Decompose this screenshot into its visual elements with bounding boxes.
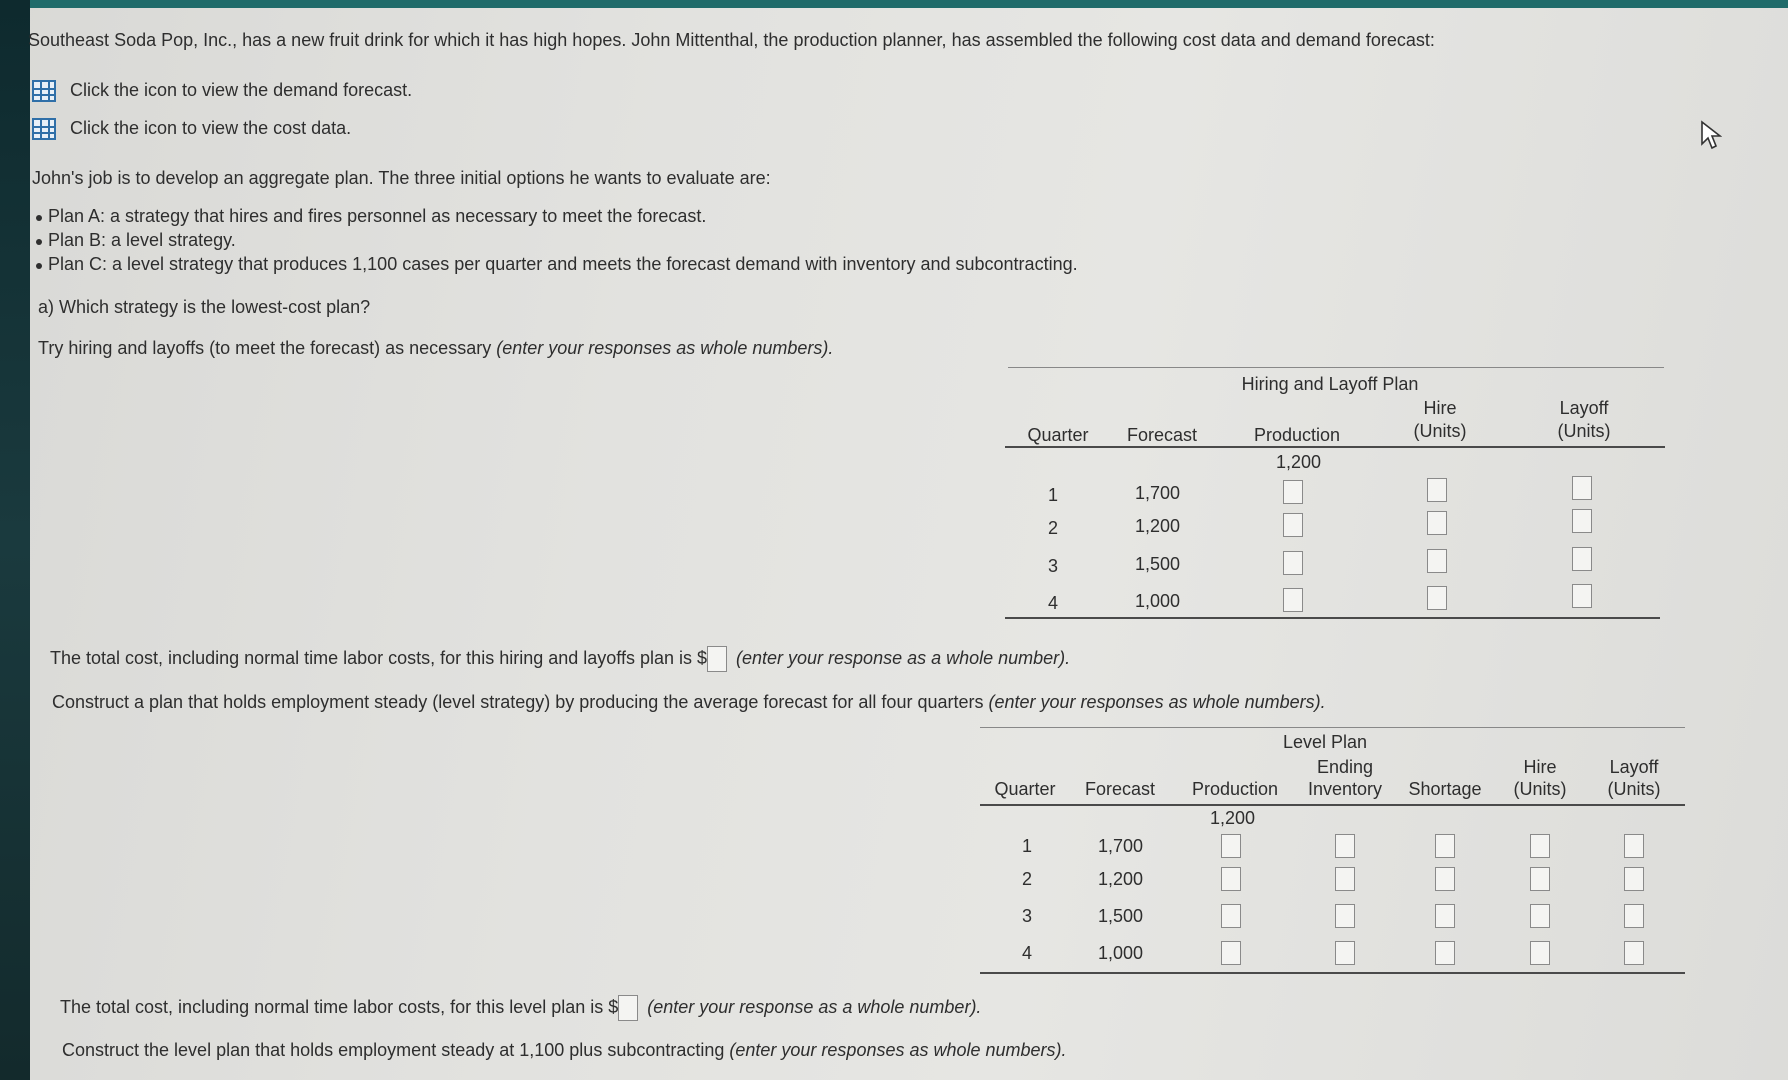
header-rule xyxy=(980,804,1685,806)
hire-table-title: Hiring and Layoff Plan xyxy=(1241,374,1419,394)
level-table-title: Level Plan xyxy=(1282,732,1368,752)
production-input[interactable] xyxy=(1221,941,1241,965)
production-input[interactable] xyxy=(1221,904,1241,928)
plan-b-text: Plan B: a level strategy. xyxy=(48,230,236,250)
hire-input[interactable] xyxy=(1427,549,1447,573)
production-input[interactable] xyxy=(1283,513,1303,537)
table-top-rule xyxy=(1008,367,1664,368)
header-shortage: Shortage xyxy=(1408,779,1482,799)
try-hiring-main: Try hiring and layoffs (to meet the forecast) as necessary xyxy=(38,338,497,358)
header-layoff: Layoff xyxy=(1559,398,1609,418)
header-quarter: Quarter xyxy=(994,779,1056,799)
layoff-input[interactable] xyxy=(1624,904,1644,928)
forecast-cell: 1,200 xyxy=(1135,516,1181,536)
production-input[interactable] xyxy=(1221,867,1241,891)
top-accent-bar xyxy=(0,0,1788,8)
header-production: Production xyxy=(1253,425,1341,445)
production-input[interactable] xyxy=(1221,834,1241,858)
table-icon[interactable] xyxy=(32,80,56,102)
forecast-cell: 1,200 xyxy=(1098,869,1144,889)
layoff-input[interactable] xyxy=(1572,584,1592,608)
quarter-cell: 3 xyxy=(1048,556,1059,576)
initial-production: 1,200 xyxy=(1210,808,1256,828)
total-cost-level-input[interactable] xyxy=(618,995,638,1021)
layoff-input[interactable] xyxy=(1624,941,1644,965)
level-1100-hint: (enter your responses as whole numbers). xyxy=(729,1040,1067,1060)
quarter-cell: 4 xyxy=(1022,943,1033,963)
forecast-cell: 1,500 xyxy=(1098,906,1144,926)
initial-production: 1,200 xyxy=(1276,452,1322,472)
bullet xyxy=(36,263,42,269)
ending-inventory-input[interactable] xyxy=(1335,834,1355,858)
shortage-input[interactable] xyxy=(1435,904,1455,928)
mouse-pointer-icon xyxy=(1700,120,1722,150)
forecast-cell: 1,700 xyxy=(1098,836,1144,856)
ending-inventory-input[interactable] xyxy=(1335,904,1355,928)
layoff-input[interactable] xyxy=(1572,509,1592,533)
level-1100-main: Construct the level plan that holds employment steady at 1,100 plus subcontracting xyxy=(62,1040,730,1060)
layoff-input[interactable] xyxy=(1624,834,1644,858)
header-quarter: Quarter xyxy=(1027,425,1089,445)
quarter-cell: 1 xyxy=(1022,836,1033,856)
layoff-input[interactable] xyxy=(1572,547,1592,571)
hire-input[interactable] xyxy=(1530,834,1550,858)
total-level-hint: (enter your response as a whole number). xyxy=(642,996,982,1017)
shortage-input[interactable] xyxy=(1435,941,1455,965)
quarter-cell: 2 xyxy=(1022,869,1033,889)
header-layoff: Layoff xyxy=(1609,757,1659,777)
screen-edge xyxy=(0,0,30,1080)
level-intro-main: Construct a plan that holds employment steady (level strategy) by producing the average forecast for all four quarters xyxy=(52,692,989,712)
bullet xyxy=(36,215,42,221)
cost-data-link[interactable]: Click the icon to view the cost data. xyxy=(70,118,352,138)
plan-a-text: Plan A: a strategy that hires and fires personnel as necessary to meet the forecast. xyxy=(48,206,707,226)
header-hire: Hire xyxy=(1423,398,1457,418)
demand-forecast-link[interactable]: Click the icon to view the demand forecast. xyxy=(70,80,413,100)
header-ending: Ending xyxy=(1316,757,1374,777)
quarter-cell: 4 xyxy=(1048,593,1059,613)
intro-text: Southeast Soda Pop, Inc., has a new fruit drink for which it has high hopes. John Mittenthal, the production planner, has assembled the following cost data and demand forecast: xyxy=(28,30,1435,50)
header-hire-units: (Units) xyxy=(1413,421,1467,441)
total-hire-text xyxy=(50,646,1070,672)
production-input[interactable] xyxy=(1283,588,1303,612)
header-hire: Hire xyxy=(1523,757,1557,777)
header-production: Production xyxy=(1191,779,1279,799)
level-intro-hint: (enter your responses as whole numbers). xyxy=(988,692,1326,712)
forecast-cell: 1,500 xyxy=(1135,554,1181,574)
hire-input[interactable] xyxy=(1530,904,1550,928)
ending-inventory-input[interactable] xyxy=(1335,941,1355,965)
table-icon[interactable] xyxy=(32,118,56,140)
bullet xyxy=(36,239,42,245)
quarter-cell: 1 xyxy=(1048,485,1059,505)
forecast-cell: 1,000 xyxy=(1135,591,1181,611)
hire-input[interactable] xyxy=(1530,867,1550,891)
level-intro-text xyxy=(52,692,1326,713)
ending-inventory-input[interactable] xyxy=(1335,867,1355,891)
forecast-cell: 1,000 xyxy=(1098,943,1144,963)
table-bottom-rule xyxy=(1005,617,1660,619)
question-a: a) Which strategy is the lowest-cost plan? xyxy=(38,297,371,317)
try-hiring-text xyxy=(38,338,833,359)
hire-input[interactable] xyxy=(1530,941,1550,965)
layoff-input[interactable] xyxy=(1624,867,1644,891)
production-input[interactable] xyxy=(1283,480,1303,504)
layoff-input[interactable] xyxy=(1572,476,1592,500)
total-cost-hire-input[interactable] xyxy=(707,646,727,672)
hire-input[interactable] xyxy=(1427,511,1447,535)
try-hiring-hint: (enter your responses as whole numbers). xyxy=(496,338,834,358)
header-layoff-units: (Units) xyxy=(1557,421,1611,441)
total-level-text xyxy=(60,995,981,1021)
header-forecast: Forecast xyxy=(1126,425,1198,445)
hire-input[interactable] xyxy=(1427,586,1447,610)
header-layoff-units: (Units) xyxy=(1607,779,1661,799)
shortage-input[interactable] xyxy=(1435,834,1455,858)
table-bottom-rule xyxy=(980,972,1685,974)
production-input[interactable] xyxy=(1283,551,1303,575)
forecast-cell: 1,700 xyxy=(1135,483,1181,503)
header-forecast: Forecast xyxy=(1084,779,1156,799)
plan-c-text: Plan C: a level strategy that produces 1,100 cases per quarter and meets the forecast demand with inventory and subcontracting. xyxy=(48,254,1078,274)
shortage-input[interactable] xyxy=(1435,867,1455,891)
job-text: John's job is to develop an aggregate plan. The three initial options he wants to evaluate are: xyxy=(32,168,771,188)
header-hire-units: (Units) xyxy=(1513,779,1567,799)
header-rule xyxy=(1005,446,1665,448)
total-level-main: The total cost, including normal time labor costs, for this level plan is $ xyxy=(60,996,619,1017)
level-1100-text xyxy=(62,1040,1067,1061)
total-hire-hint: (enter your response as a whole number). xyxy=(731,647,1071,668)
quarter-cell: 2 xyxy=(1048,518,1059,538)
hire-input[interactable] xyxy=(1427,478,1447,502)
table-top-rule xyxy=(980,727,1685,728)
total-hire-main: The total cost, including normal time labor costs, for this hiring and layoffs plan is $ xyxy=(50,647,707,668)
header-inventory: Inventory xyxy=(1307,779,1383,799)
quarter-cell: 3 xyxy=(1022,906,1033,926)
